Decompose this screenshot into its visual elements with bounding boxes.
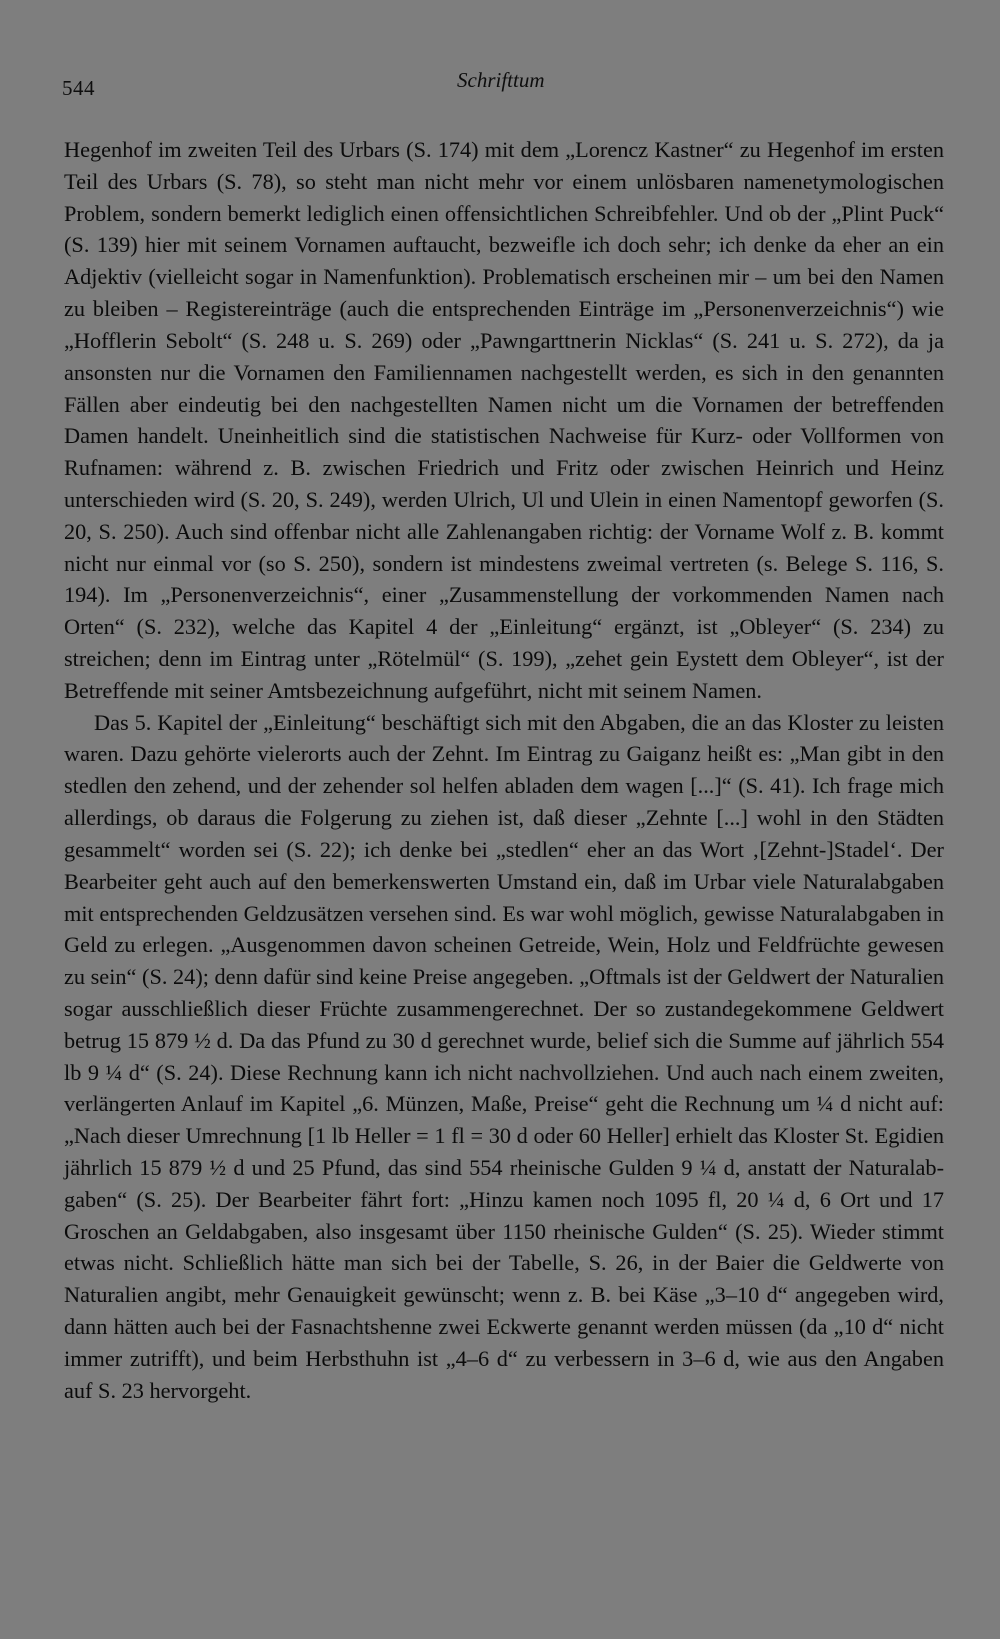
- paragraph-continued: Hegenhof im zweiten Teil des Urbars (S. 174) mit dem „Lorencz Kastner“ zu Hegenhof im ersten Teil des Urbars (S. 78), so steht man nicht mehr vor einem unlösbaren namenetymologischen Problem, sondern bemerkt lediglich einen offensichtlichen Schreibfehler. Und ob der „Plint Puck“ (S. 139) hier mit seinem Vornamen auftaucht, bezweifle ich doch sehr; ich denke da eher an ein Adjektiv (vielleicht sogar in Namenfunktion). Problematisch erscheinen mir – um bei den Namen zu bleiben – Registereinträge (auch die entsprechenden Einträge im „Personenverzeichnis“) wie „Hofflerin Sebolt“ (S. 248 u. S. 269) oder „Pawngarttnerin Nicklas“ (S. 241 u. S. 272), da ja ansonsten nur die Vornamen den Familiennamen nachgestellt werden, es sich in den genannten Fällen aber eindeutig bei den nachgestellten Namen nicht um die Vornamen der betreffenden Damen handelt. Uneinheitlich sind die statistischen Nachweise für Kurz- oder Vollformen von Rufnamen: während z. B. zwischen Friedrich und Fritz oder zwischen Heinrich und Heinz unterschieden wird (S. 20, S. 249), werden Ulrich, Ul und Ulein in einen Namentopf geworfen (S. 20, S. 250). Auch sind offenbar nicht alle Zahlenangaben richtig: der Vorname Wolf z. B. kommt nicht nur einmal vor (so S. 250), sondern ist mindestens zweimal vertreten (s. Belege S. 116, S. 194). Im „Personenverzeichnis“, einer „Zusammenstellung der vorkommenden Namen nach Orten“ (S. 232), welche das Kapitel 4 der „Einleitung“ ergänzt, ist „Obleyer“ (S. 234) zu streichen; denn im Eintrag unter „Rötelmül“ (S. 199), „zehet gein Eystett dem Obleyer“, ist der Betreffende mit seiner Amtsbezeichnung aufgeführt, nicht mit seinem Namen.: [64, 137, 944, 703]
- paragraph-chapter-5: Das 5. Kapitel der „Einleitung“ beschäftigt sich mit den Abgaben, die an das Kloster zu leisten waren. Dazu gehörte vielerorts auch der Zehnt. Im Eintrag zu Gaiganz heißt es: „Man gibt in den stedlen den zehend, und der zehender sol helfen abladen dem wagen [...]“ (S. 41). Ich frage mich allerdings, ob daraus die Folgerung zu ziehen ist, daß dieser „Zehnte [...] wohl in den Städten gesammelt“ worden sei (S. 22); ich denke bei „stedlen“ eher an das Wort ‚[Zehnt-]Stadel‘. Der Bearbeiter geht auch auf den bemerkenswerten Umstand ein, daß im Urbar viele Naturalabgaben mit entsprechenden Geldzusätzen versehen sind. Es war wohl möglich, gewisse Naturalabgaben in Geld zu erlegen. „Ausgenommen davon scheinen Getreide, Wein, Holz und Feldfrüchte gewesen zu sein“ (S. 24); denn dafür sind keine Preise angegeben. „Oftmals ist der Geldwert der Naturalien sogar ausschließlich dieser Früchte zusammengerechnet. Der so zustandegekommene Geldwert betrug 15 879 ½ d. Da das Pfund zu 30 d gerechnet wurde, belief sich die Summe auf jährlich 554 lb 9 ¼ d“ (S. 24). Diese Rechnung kann ich nicht nachvollziehen. Und auch nach einem zweiten, verlängerten Anlauf im Kapitel „6. Münzen, Maße, Preise“ geht die Rechnung um ¼ d nicht auf: „Nach dieser Umrechnung [1 lb Heller = 1 fl = 30 d oder 60 Heller] erhielt das Kloster St. Egidien jährlich 15 879 ½ d und 25 Pfund, das sind 554 rheinische Gulden 9 ¼ d, anstatt der Naturalabgaben“ (S. 25). Der Bearbeiter fährt fort: „Hinzu kamen noch 1095 fl, 20 ¼ d, 6 Ort und 17 Groschen an Geldabgaben, also insgesamt über 1150 rheinische Gulden“ (S. 25). Wieder stimmt etwas nicht. Schließlich hätte man sich bei der Tabelle, S. 26, in der Baier die Geldwerte von Naturalien angibt, mehr Genauigkeit gewünscht; wenn z. B. bei Käse „3–10 d“ angegeben wird, dann hätten auch bei der Fasnachtshenne zwei Eckwerte genannt werden müssen (da „10 d“ nicht immer zutrifft), und beim Herbsthuhn ist „4–6 d“ zu verbessern in 3–6 d, wie aus den Angaben auf S. 23 hervorgeht.: [64, 709, 944, 1403]
- body-text: [64, 134, 944, 1407]
- page-header: [62, 66, 942, 106]
- page-number: 544: [62, 76, 95, 100]
- running-title: Schrifttum: [457, 68, 545, 92]
